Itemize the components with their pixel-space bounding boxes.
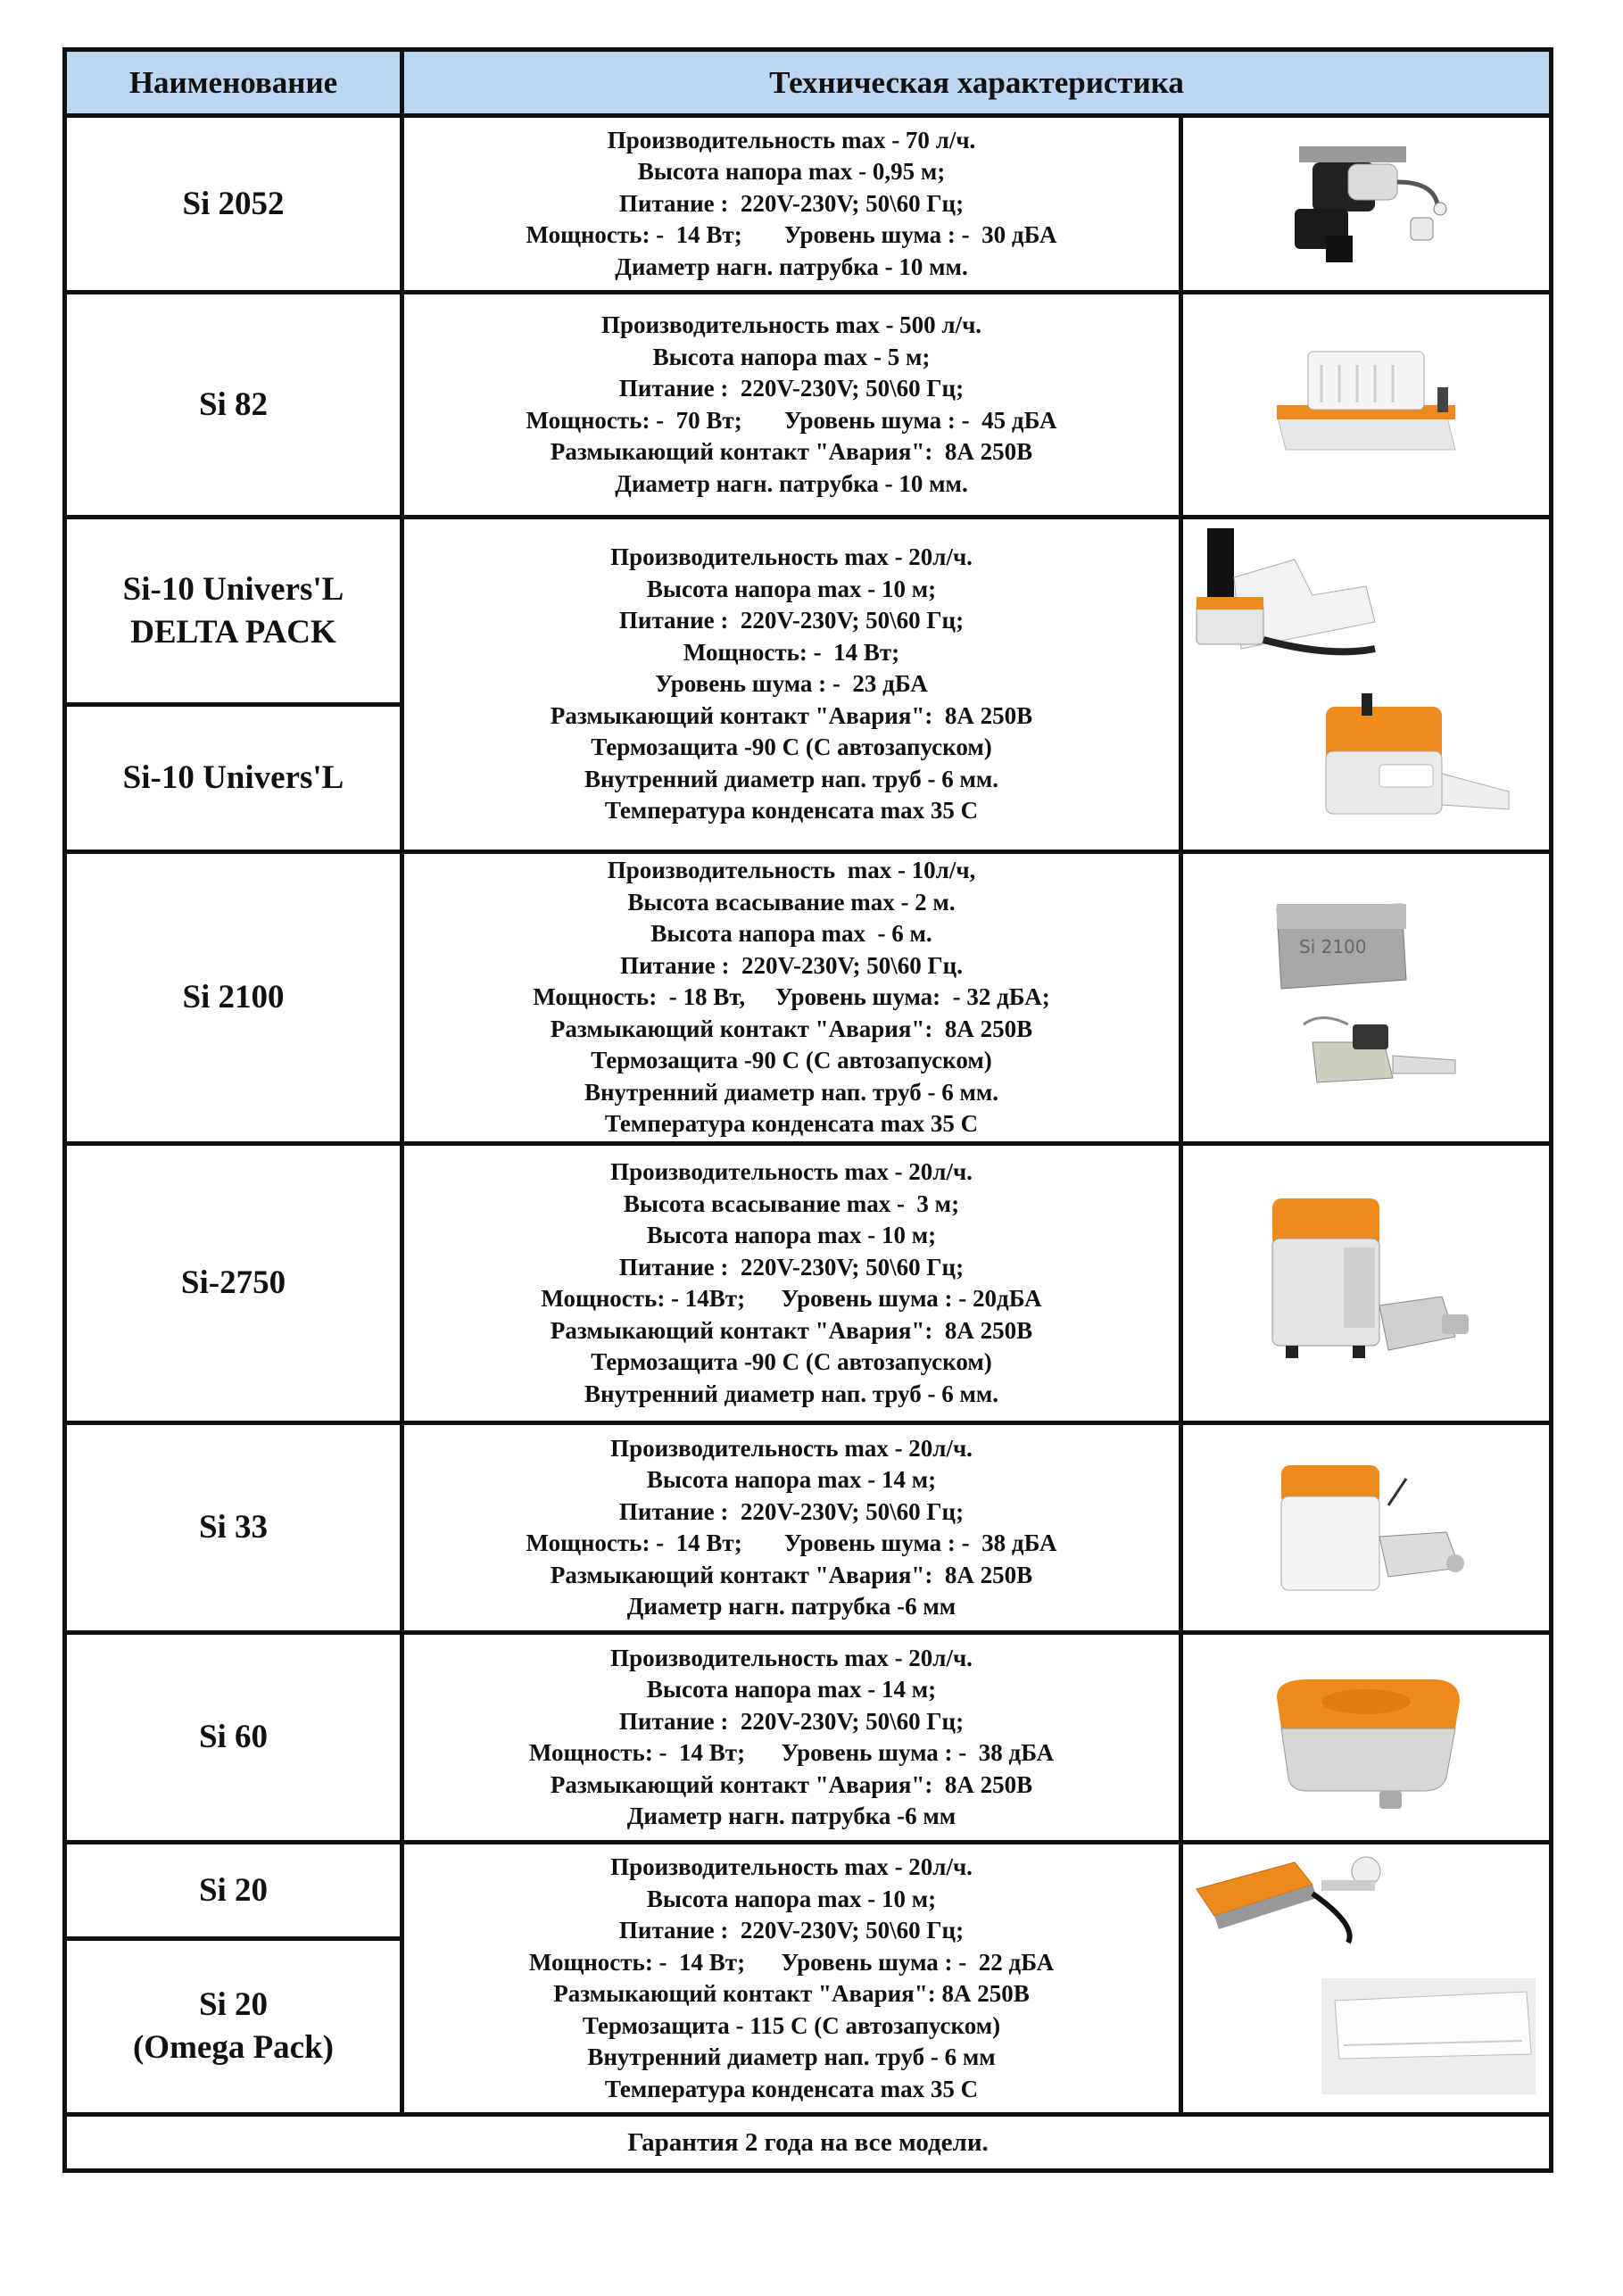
- product-spec: [402, 518, 1181, 852]
- spec-line: Размыкающий контакт "Авария": 8А 250В: [550, 1561, 1033, 1588]
- pump-si-2750-photo: [1181, 1144, 1552, 1423]
- spec-line: Внутренний диаметр нап. труб - 6 мм: [587, 2043, 996, 2070]
- pump-si-60-photo: [1181, 1633, 1552, 1843]
- product-spec: [402, 1144, 1181, 1423]
- spec-line: Термозащита -90 С (С автозапуском): [591, 734, 992, 761]
- product-name: Si-10 Univers'L: [65, 705, 402, 852]
- spec-line: Высота напора max - 5 м;: [652, 343, 931, 370]
- warranty-note: Гарантия 2 года на все модели.: [65, 2115, 1552, 2171]
- product-row: [65, 293, 1552, 518]
- spec-line: Термозащита -90 С (С автозапуском): [591, 1047, 992, 1074]
- spec-line: Высота напора max - 14 м;: [646, 1466, 937, 1493]
- spec-line: Мощность: - 14Вт; Уровень шума : - 20дБА: [541, 1285, 1042, 1312]
- product-row: [65, 116, 1552, 293]
- product-name: Si 2052: [65, 116, 402, 293]
- spec-line: Мощность: - 14 Вт; Уровень шума : - 38 дБА: [526, 1529, 1057, 1556]
- spec-line: Питание : 220V-230V; 50\60 Гц;: [618, 1917, 965, 1944]
- spec-line: Термозащита - 115 С (С автозапуском): [582, 2011, 1001, 2039]
- spec-line: Производительность max - 70 л/ч.: [607, 126, 976, 153]
- spec-line: Производительность max - 20л/ч.: [610, 1434, 973, 1462]
- product-spec: [402, 116, 1181, 293]
- spec-line: Термозащита -90 С (С автозапуском): [591, 1348, 992, 1375]
- spec-line: Высота всасывание max - 2 м.: [627, 888, 956, 916]
- spec-line: Высота всасывание max - 3 м;: [623, 1189, 960, 1217]
- spec-line: Внутренний диаметр нап. труб - 6 мм.: [584, 1078, 998, 1106]
- spec-line: Внутренний диаметр нап. труб - 6 мм.: [584, 765, 998, 792]
- spec-line: Высота напора max - 14 м;: [646, 1676, 937, 1703]
- product-name: Si-10 Univers'L DELTA PACK: [65, 518, 402, 705]
- pump-si-2100-photo: [1181, 852, 1552, 1144]
- spec-line: Размыкающий контакт "Авария": 8А 250В: [550, 438, 1033, 465]
- spec-line: Размыкающий контакт "Авария": 8А 250В: [550, 1316, 1033, 1344]
- pump-si-33-photo: [1181, 1423, 1552, 1633]
- spec-line: Мощность: - 70 Вт; Уровень шума : - 45 дБА: [526, 406, 1057, 434]
- spec-line: Мощность: - 14 Вт; Уровень шума : - 22 дБА: [528, 1948, 1055, 1976]
- spec-line: Внутренний диаметр нап. труб - 6 мм.: [584, 1380, 998, 1407]
- header-row: [65, 50, 1552, 116]
- pump-si-20-photo: [1181, 1843, 1552, 2115]
- spec-line: Размыкающий контакт "Авария": 8А 250В: [550, 1015, 1033, 1042]
- spec-line: Мощность: - 18 Вт, Уровень шума: - 32 дБА;: [533, 983, 1050, 1011]
- product-row: [65, 1843, 1552, 1939]
- spec-line: Производительность max - 20л/ч.: [610, 543, 973, 571]
- product-row: [65, 518, 1552, 705]
- product-table: [62, 47, 1553, 2173]
- product-spec: [402, 1633, 1181, 1843]
- spec-line: Высота напора max - 10 м;: [646, 1885, 937, 1912]
- product-spec: [402, 1843, 1181, 2115]
- spec-line: Диаметр нагн. патрубка -6 мм: [626, 1803, 956, 1829]
- product-name: Si 60: [65, 1633, 402, 1843]
- product-row: [65, 1144, 1552, 1423]
- spec-line: Высота напора max - 6 м.: [650, 920, 932, 948]
- pump-si-10-univers-l-photo: [1181, 518, 1552, 852]
- spec-line: Температура конденсата max 35 С: [604, 1110, 979, 1138]
- spec-line: Размыкающий контакт "Авария": 8А 250В: [550, 1770, 1033, 1798]
- spec-line: Мощность: - 14 Вт;: [683, 638, 900, 666]
- header-spec: Техническая характеристика: [402, 50, 1552, 116]
- spec-line: Диаметр нагн. патрубка - 10 мм.: [615, 469, 968, 497]
- product-row: [65, 1423, 1552, 1633]
- spec-line: Питание : 220V-230V; 50\60 Гц;: [618, 1253, 965, 1281]
- product-spec: [402, 1423, 1181, 1633]
- product-spec: [402, 852, 1181, 1144]
- spec-line: Высота напора max - 0,95 м;: [637, 158, 946, 186]
- spec-line: Производительность max - 20л/ч.: [610, 1853, 973, 1880]
- pump-si-2052-photo: [1181, 116, 1552, 293]
- spec-line: Производительность max - 500 л/ч.: [600, 311, 982, 338]
- spec-line: Питание : 220V-230V; 50\60 Гц;: [618, 1497, 965, 1525]
- spec-line: Мощность: - 14 Вт; Уровень шума : - 30 дБА: [526, 221, 1057, 249]
- spec-line: Питание : 220V-230V; 50\60 Гц;: [618, 189, 965, 217]
- product-spec: [402, 293, 1181, 518]
- spec-line: Диаметр нагн. патрубка - 10 мм.: [615, 253, 968, 280]
- spec-line: Размыкающий контакт "Авария": 8А 250В: [553, 1980, 1030, 2007]
- pump-si-82-photo: [1181, 293, 1552, 518]
- product-name: Si 20: [65, 1843, 402, 1939]
- spec-line: Температура конденсата max 35 С: [604, 2075, 979, 2102]
- footer-row: [65, 2115, 1552, 2171]
- product-name: Si 2100: [65, 852, 402, 1144]
- spec-line: Размыкающий контакт "Авария": 8А 250В: [550, 701, 1033, 729]
- svg-text:Si 2100: Si 2100: [1299, 936, 1367, 957]
- product-row: [65, 852, 1552, 1144]
- spec-line: Уровень шума : - 23 дБА: [655, 670, 928, 698]
- spec-line: Питание : 220V-230V; 50\60 Гц;: [618, 607, 965, 634]
- spec-line: Питание : 220V-230V; 50\60 Гц;: [618, 375, 965, 402]
- product-name: Si 20 (Omega Pack): [65, 1939, 402, 2115]
- spec-line: Диаметр нагн. патрубка -6 мм: [626, 1593, 956, 1620]
- spec-line: Температура конденсата max 35 С: [604, 797, 979, 825]
- spec-line: Производительность max - 20л/ч.: [610, 1158, 973, 1185]
- spec-line: Высота напора max - 10 м;: [646, 1222, 937, 1248]
- product-name: Si 33: [65, 1423, 402, 1633]
- product-row: [65, 1633, 1552, 1843]
- header-name: Наименование: [65, 50, 402, 116]
- spec-line: Производительность max - 10л/ч,: [607, 857, 976, 884]
- spec-line: Производительность max - 20л/ч.: [610, 1644, 973, 1671]
- spec-line: Высота напора max - 10 м;: [646, 575, 937, 602]
- product-name: Si 82: [65, 293, 402, 518]
- spec-line: Питание : 220V-230V; 50\60 Гц.: [620, 951, 963, 979]
- product-name: Si-2750: [65, 1144, 402, 1423]
- spec-line: Питание : 220V-230V; 50\60 Гц;: [618, 1707, 965, 1735]
- spec-line: Мощность: - 14 Вт; Уровень шума : - 38 дБА: [528, 1739, 1055, 1766]
